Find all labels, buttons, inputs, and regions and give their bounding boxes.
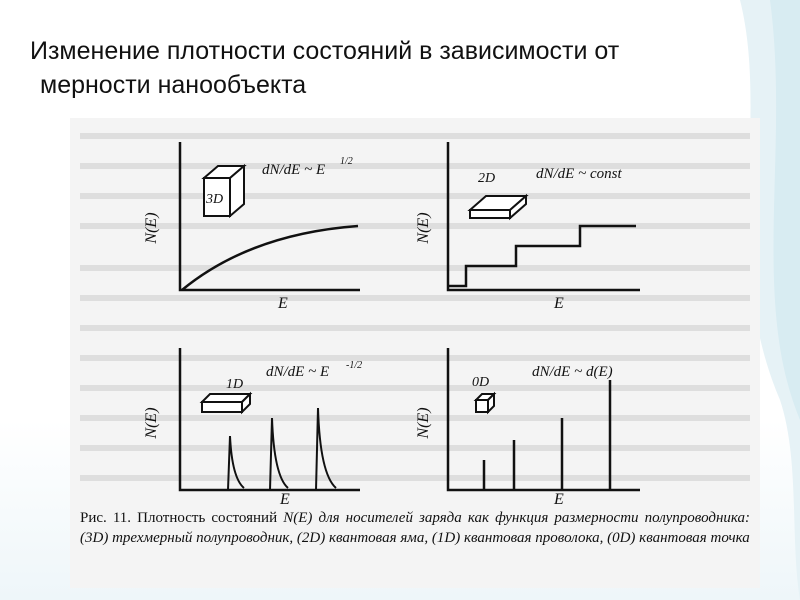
cube-3d-icon [204,166,244,216]
scanned-figure [70,118,760,588]
dim-label-1d: 1D [226,377,244,392]
formula-0d: dN/dE ~ d(E) [532,364,613,380]
caption-3d: (3D) [80,530,109,546]
caption-text-6: квантовая точка [639,530,750,546]
ylabel-3d: N(E) [143,212,160,244]
caption-ne: N(E) [283,510,313,526]
ylabel-0d: N(E) [415,407,432,439]
formula-3d: dN/dE ~ E [262,162,326,178]
caption-text-5: квантовая проволока, [463,530,604,546]
caption-text-2: для носителей заряда как функция размерности полупроводника: [318,510,751,526]
formula-2d: dN/dE ~ const [536,166,622,182]
dim-label-0d: 0D [472,375,490,390]
xlabel-1d: E [280,491,290,508]
panel-1d [143,348,362,508]
caption-2d: (2D) [296,530,326,546]
slab-2d-icon [470,196,526,218]
wire-1d-icon [202,394,250,412]
xlabel-2d: E [554,295,564,312]
caption-text-3: трехмерный полупроводник, [112,530,294,546]
title-line-2: мерности нанообъекта [40,71,307,99]
ylabel-1d: N(E) [143,407,160,439]
title-line-1: Изменение плотности состояний в зависимости от [30,37,620,65]
caption-text-4: квантовая яма, [328,530,429,546]
xlabel-3d: E [278,295,288,312]
dot-0d-icon [476,394,494,412]
formula-exp-3d: 1/2 [340,156,353,167]
dim-label-2d: 2D [478,171,496,186]
figure-caption [80,508,750,548]
caption-fig-number: Рис. 11. [80,510,132,526]
xlabel-0d: E [554,491,564,508]
panel-0d [415,348,640,508]
caption-text-1: Плотность состояний [137,510,278,526]
slide-title [30,34,780,102]
dim-label-3d: 3D [206,192,224,207]
formula-1d: dN/dE ~ E [266,364,330,380]
caption-0d: (0D) [607,530,636,546]
caption-1d: (1D) [431,530,461,546]
ylabel-2d: N(E) [415,212,432,244]
formula-exp-1d: -1/2 [346,360,363,371]
